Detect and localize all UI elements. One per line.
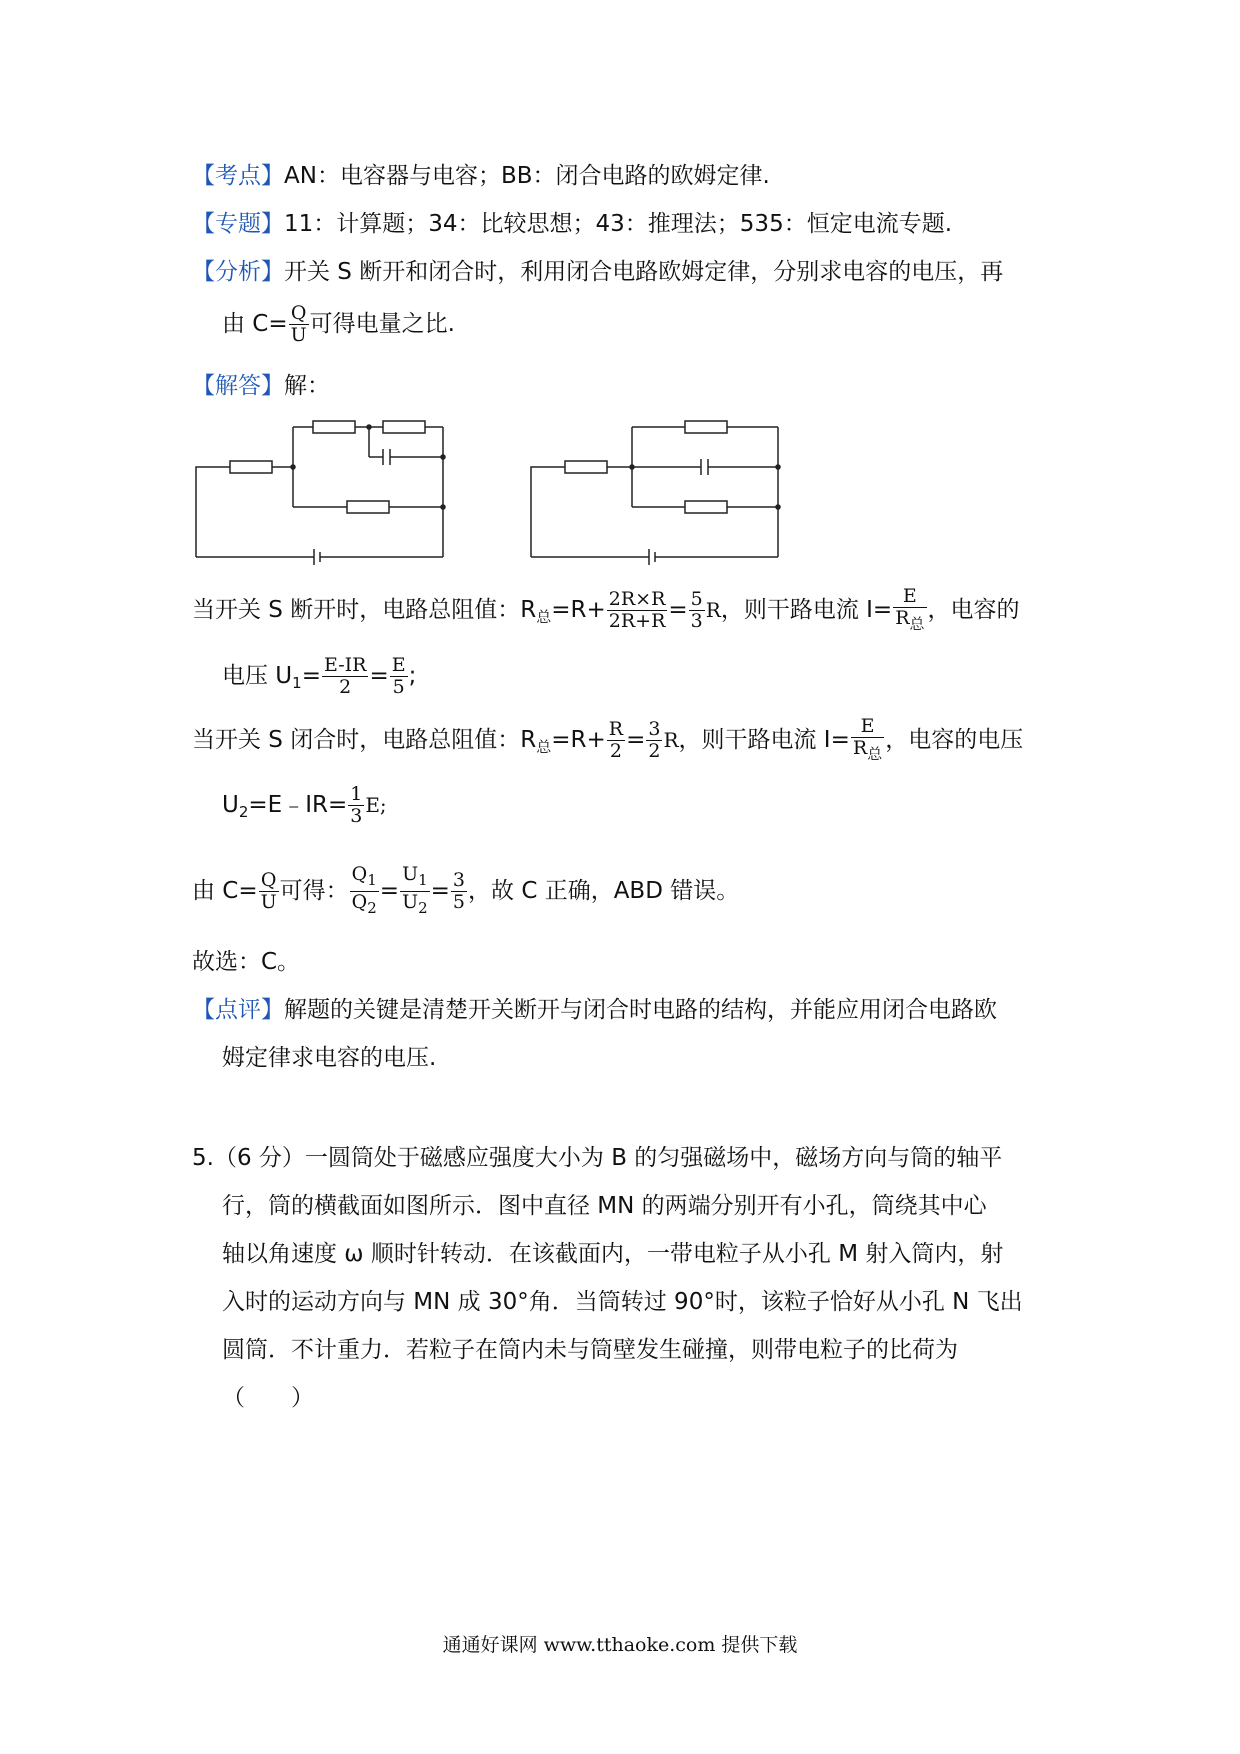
- fenxi-text-2-pre: 由 C=: [222, 311, 288, 337]
- open-frac-4-num: E-IR: [323, 654, 367, 676]
- open-frac-5-num: E: [391, 654, 406, 676]
- capacitance-fraction: [289, 303, 309, 346]
- ratio-frac-q-den: [350, 892, 379, 919]
- open-frac-2-den: 3: [690, 610, 703, 632]
- zhuanti-text: 11：计算题；34：比较思想；43：推理法；535：恒定电流专题.: [284, 211, 953, 237]
- dianping-line-2: 姆定律求电容的电压.: [222, 1045, 437, 1071]
- resistor-lower-icon: [347, 501, 389, 513]
- fenxi-text-2-post: 可得电量之比.: [309, 311, 455, 337]
- closed-frac-1-den: 2: [609, 740, 622, 762]
- open-frac-5: [390, 655, 408, 698]
- dianping-text-1: 解题的关键是清楚开关断开与闭合时电路的结构，并能应用闭合电路欧: [284, 997, 997, 1023]
- jieda-text: 解：: [284, 373, 330, 399]
- resistor-lower-icon: [685, 501, 727, 513]
- closed-frac-3-den-sub: 总: [867, 745, 883, 763]
- ratio-result-den: 5: [452, 891, 466, 913]
- jieda-tag: 【解答】: [192, 373, 284, 399]
- open-frac-3-num: E: [893, 586, 926, 608]
- ratio-frac-c: [259, 870, 279, 913]
- closed-frac-3-den-r: R: [852, 737, 868, 759]
- open-case-line-2: [222, 655, 1092, 699]
- closed-eq1: =R+: [551, 727, 606, 753]
- open-u-sub: 1: [292, 674, 302, 692]
- open-mid: ，则干路电流 I=: [720, 597, 893, 623]
- zhuanti-tag: 【专题】: [192, 211, 284, 237]
- closed-case-text: 当开关 S 闭合时，电路总阻值：R: [192, 727, 537, 753]
- closed-r-after: R: [663, 728, 679, 752]
- kaodian-text: AN：电容器与电容；BB：闭合电路的欧姆定律.: [284, 163, 770, 189]
- resistor-top-icon: [685, 421, 727, 433]
- ratio-frac-c-num: Q: [259, 870, 279, 892]
- kaodian-line: [192, 160, 1062, 192]
- closed-u-sub: 2: [238, 803, 249, 821]
- u1-sub: 1: [418, 871, 428, 889]
- resistor-main-icon: [565, 461, 607, 473]
- closed-u-end: E;: [365, 793, 387, 817]
- circuit-closed-diagram: [525, 410, 795, 565]
- u2-letter: U: [402, 891, 419, 913]
- closed-frac-2-den: 2: [648, 740, 661, 762]
- closed-tail: ，电容的电压: [885, 727, 1024, 753]
- question5-line-6: （ ）: [222, 1385, 314, 1411]
- closed-frac-4: [348, 784, 364, 827]
- question5-line-2: 行，筒的横截面如图所示．图中直径 MN 的两端分别开有小孔，筒绕其中心: [222, 1193, 987, 1219]
- open-frac-3: [893, 586, 926, 635]
- kaodian-tag: 【考点】: [192, 163, 284, 189]
- jieda-line: [192, 370, 1062, 402]
- ratio-line: 由 C= $\frac{Q}{U}$ 可得： $\frac{Q_1}{Q_2}$ = $\frac{U_1}{U_2}$ = $\frac{3}{5}$ ，故 C 正确，ABD 错误。: [192, 863, 740, 917]
- closed-frac-3-den: [851, 738, 884, 765]
- u2-sub: 2: [418, 899, 428, 917]
- q2-letter: Q: [351, 891, 368, 913]
- q1-sub: 1: [367, 871, 377, 889]
- open-frac-5-den: 5: [392, 676, 405, 698]
- open-case-line-1: [192, 586, 1062, 635]
- resistor-top-left-icon: [313, 421, 355, 433]
- closed-u-eq: =E﹣IR=: [248, 792, 348, 818]
- q2-sub: 2: [367, 899, 377, 917]
- ratio-frac-result: [451, 870, 467, 913]
- open-u-text: 电压 U: [222, 663, 293, 689]
- resistor-top-right-icon: [383, 421, 425, 433]
- closed-case-line-2: [222, 784, 1092, 828]
- ratio-pre: 由 C=: [192, 878, 258, 904]
- closed-frac-4-den: 3: [350, 805, 363, 827]
- open-r-after: R: [705, 598, 721, 622]
- ratio-post: ，故 C 正确，ABD 错误。: [468, 878, 740, 904]
- dianping-line-1: [192, 994, 1062, 1026]
- open-frac-1: [607, 589, 668, 632]
- closed-frac-1: [607, 719, 625, 762]
- q1-letter: Q: [351, 863, 368, 885]
- fenxi-line-2: [222, 303, 1092, 346]
- fenxi-tag: 【分析】: [192, 259, 284, 285]
- question5-line-3: 轴以角速度 ω 顺时针转动．在该截面内，一带电粒子从小孔 M 射入筒内，射: [222, 1241, 1004, 1267]
- ratio-result-num: 3: [452, 869, 466, 891]
- closed-r-sub: 总: [536, 738, 552, 756]
- frac-numerator: Q: [289, 303, 309, 325]
- u1-letter: U: [402, 863, 419, 885]
- ratio-frac-u-den: [400, 892, 430, 919]
- dianping-tag: 【点评】: [192, 997, 284, 1023]
- ratio-frac-c-den: U: [260, 891, 277, 913]
- closed-frac-4-num: 1: [350, 783, 363, 805]
- closed-case-line-1: [192, 716, 1062, 765]
- zhuanti-line: [192, 208, 1062, 240]
- closed-mid: ，则干路电流 I=: [678, 727, 850, 753]
- closed-frac-3-num: E: [851, 716, 884, 738]
- resistor-main-icon: [230, 461, 272, 473]
- open-frac-3-den: [893, 608, 926, 635]
- answer-line: 故选：C。: [192, 949, 301, 975]
- open-frac-4-den: 2: [339, 676, 352, 698]
- closed-eq2: =: [626, 727, 646, 753]
- open-eq1: =R+: [551, 597, 606, 623]
- open-case-text: 当开关 S 断开时，电路总阻值：R: [192, 597, 537, 623]
- open-frac-2: [689, 589, 705, 632]
- open-tail: ，电容的: [927, 597, 1020, 623]
- ratio-frac-q: [350, 864, 379, 919]
- ratio-frac-u-num: [400, 864, 430, 892]
- fenxi-text-1: 开关 S 断开和闭合时，利用闭合电路欧姆定律，分别求电容的电压，再: [284, 259, 1004, 285]
- closed-frac-1-num: R: [608, 718, 624, 740]
- open-u-end: ;: [408, 663, 417, 689]
- open-frac-1-num: 2R×R: [608, 588, 666, 610]
- open-frac-4: [322, 655, 368, 698]
- question5-line-5: 圆筒．不计重力．若粒子在筒内未与筒壁发生碰撞，则带电粒子的比荷为: [222, 1337, 958, 1363]
- open-r-sub: 总: [536, 608, 552, 626]
- closed-frac-3: [851, 716, 884, 765]
- question5-line-4: 入时的运动方向与 MN 成 30°角．当筒转过 90°时，该粒子恰好从小孔 N 飞出: [222, 1289, 1023, 1315]
- frac-denominator: U: [290, 324, 307, 346]
- open-u-eq-2: =: [369, 663, 389, 689]
- ratio-frac-u: [400, 864, 430, 919]
- open-frac-1-den: 2R+R: [608, 610, 666, 632]
- open-eq2: =: [668, 597, 688, 623]
- closed-frac-2: [646, 719, 662, 762]
- footer-watermark: 通通好课网 www.tthaoke.com 提供下载: [442, 1634, 798, 1656]
- open-u-eq: =: [301, 663, 321, 689]
- open-frac-3-den-sub: 总: [909, 615, 925, 633]
- fenxi-line-1: [192, 256, 1062, 288]
- open-frac-2-num: 5: [690, 588, 703, 610]
- closed-frac-2-num: 3: [648, 718, 661, 740]
- question5-line-1: 5.（6 分）一圆筒处于磁感应强度大小为 B 的匀强磁场中，磁场方向与筒的轴平: [192, 1145, 1003, 1171]
- open-frac-3-den-r: R: [895, 607, 910, 629]
- ratio-mid: 可得：: [279, 878, 349, 904]
- circuit-open-diagram: [190, 410, 460, 565]
- closed-u-text: U: [222, 792, 239, 818]
- ratio-frac-q-num: [350, 864, 379, 892]
